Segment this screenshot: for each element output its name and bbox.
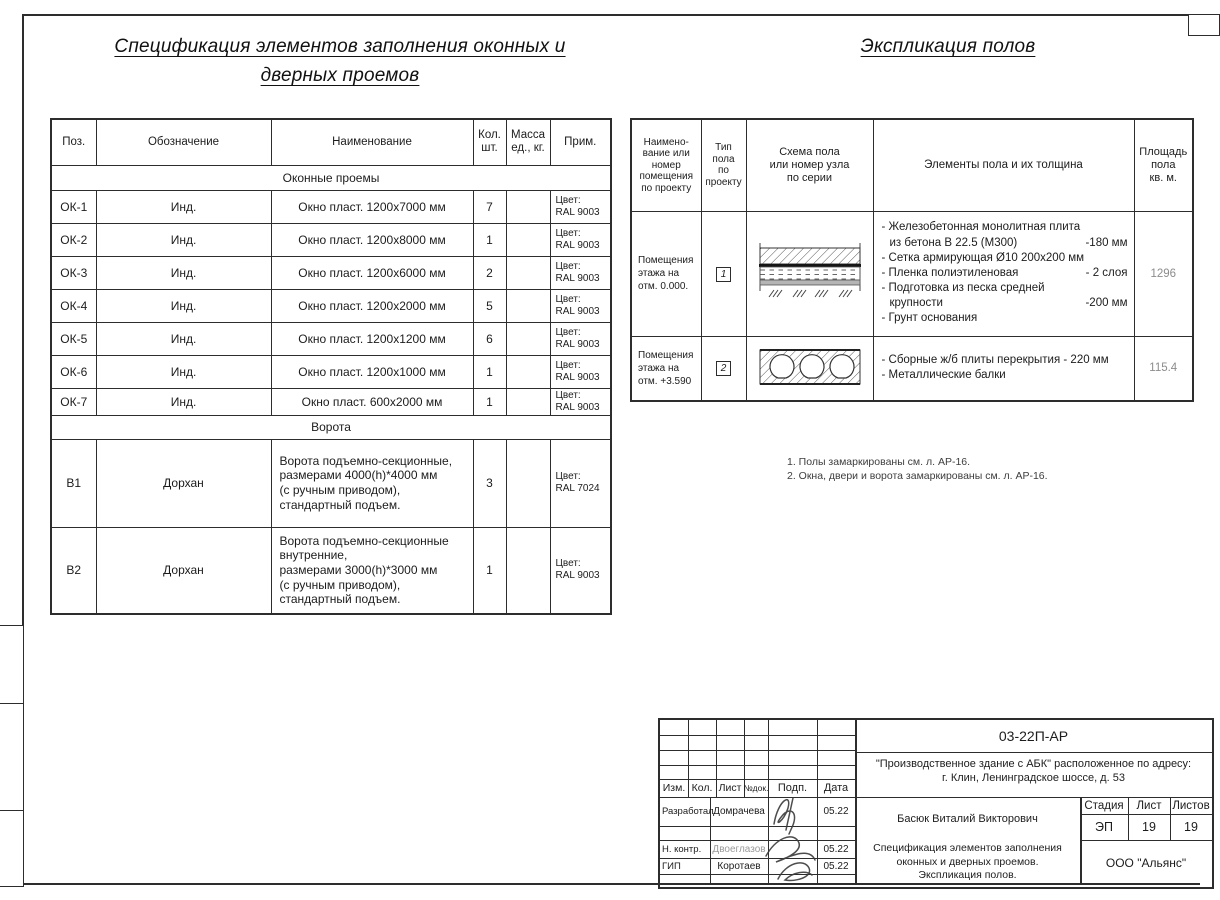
cell-pos: ОК-1 [51,190,96,223]
cell-pos: ОК-5 [51,322,96,355]
stage-value: ЭП [1095,820,1113,834]
document-number: 03-22П-АР [998,728,1069,744]
project-address-line1: "Производственное здание с АБК" расположенное по адресу: [875,758,1192,770]
sheets-total-label: Листов [1172,799,1210,812]
divider [855,752,1212,753]
cell-note: Цвет: RAL 9003 [550,190,611,223]
note-line: 1. Полы замаркированы см. л. АР-16. [787,456,971,468]
cell-pos: В1 [51,439,96,527]
cell-qty: 3 [473,439,506,527]
col-header-elements: Элементы пола и их толщина [873,119,1134,211]
cell-sign: Инд. [96,355,271,388]
cell-pos: ОК-2 [51,223,96,256]
cell-mass [506,289,550,322]
cell-qty: 5 [473,289,506,322]
table-row [51,439,611,527]
spec-title-line2: дверных проемов [260,65,420,86]
col-header-data: Дата [823,782,849,794]
col-header-floor-type: Тип пола по проекту [701,119,746,211]
project-address-line2: г. Клин, Ленинградское шоссе, д. 53 [942,772,1125,784]
cell-name: Окно пласт. 1200х8000 мм [271,223,473,256]
date-developer: 05.22 [823,806,849,817]
cell-floor-type [701,336,746,401]
cell-name: Ворота подъемно-секционные, размерами 4000(h)*4000 мм (с ручным приводом), стандартный подъем. [271,439,473,527]
signature-gip [778,863,812,881]
cell-qty: 1 [473,527,506,614]
cell-note: Цвет: RAL 9003 [550,322,611,355]
date-gip: 05.22 [823,860,849,872]
col-header-sign: Обозначение [96,119,271,165]
spec-table [50,118,612,615]
floors-title-text: Экспликация полов [860,36,1036,57]
cell-floor-area: 115.4 [1134,336,1193,401]
cell-qty: 2 [473,256,506,289]
section-label-gates: Ворота [51,415,611,439]
cell-qty: 1 [473,388,506,415]
table-row [51,190,611,223]
name-norm-control: Двоеглазов [712,843,766,855]
frame-top-border [22,14,1200,16]
table-row [51,322,611,355]
floor-schema-monolith-diagram [751,241,869,303]
signature-developer [774,798,795,834]
cell-pos: ОК-6 [51,355,96,388]
table-row [51,527,611,614]
table-row [51,355,611,388]
table-row [51,388,611,415]
sheet-number: 19 [1142,820,1156,834]
cell-sign: Дорхан [96,527,271,614]
sheet-subject: Спецификация элементов заполнения оконных и дверных проемов. Экспликация полов. [873,842,1062,882]
signature-norm-control [766,837,815,862]
cell-floor-type [701,211,746,336]
floor-element-line: - Подготовка из песка средней [881,282,1045,295]
cell-floor-area: 1296 [1134,211,1193,336]
name-developer: Домрачева [713,806,765,817]
cell-qty: 1 [473,355,506,388]
role-norm-control: Н. контр. [662,843,702,855]
cell-name: Окно пласт. 1200х7000 мм [271,190,473,223]
section-row-windows [51,165,611,190]
cell-sign: Инд. [96,322,271,355]
cell-pos: ОК-3 [51,256,96,289]
date-norm-control: 05.22 [823,843,849,855]
col-header-list: Лист [718,782,742,794]
divider [660,735,855,736]
cell-room: Помещения этажа на отм. 0.000. [631,211,701,336]
table-row [631,336,1193,401]
cell-name: Окно пласт. 1200х1200 мм [271,322,473,355]
spec-title [55,32,625,90]
frame-corner-box [1188,14,1220,36]
col-header-podp: Подп. [777,782,808,794]
section-row-gates [51,415,611,439]
cell-mass [506,527,550,614]
signatures-overlay [760,780,830,885]
cell-note: Цвет: RAL 9003 [550,289,611,322]
cell-note: Цвет: RAL 9003 [550,355,611,388]
floor-element-line: - Сетка армирующая Ø10 200х200 мм [881,251,1085,264]
divider [660,750,855,751]
frame-margin-box-1 [0,625,24,705]
cell-sign: Инд. [96,388,271,415]
cell-note: Цвет: RAL 9003 [550,223,611,256]
cell-room: Помещения этажа на отм. +3.590 [631,336,701,401]
cell-floor-schema [746,211,873,336]
cell-name: Окно пласт. 1200х2000 мм [271,289,473,322]
cell-floor-schema [746,336,873,401]
cell-mass [506,439,550,527]
section-label-windows: Оконные проемы [51,165,611,190]
note-line: 2. Окна, двери и ворота замаркированы см. л. АР-16. [787,469,1048,482]
floors-header-row [631,119,1193,211]
cell-floor-elements [873,211,1134,336]
cell-sign: Инд. [96,223,271,256]
col-header-note: Прим. [550,119,611,165]
sheet-label: Лист [1136,799,1162,812]
col-header-schema: Схема пола или номер узла по серии [746,119,873,211]
col-header-ndoc: №док. [743,783,769,793]
title-block [658,718,1214,889]
cell-pos: ОК-4 [51,289,96,322]
table-row [51,289,611,322]
floor-element-line: из бетона В 22.5 (М300) -180 мм [889,236,1128,249]
floor-element-line: - Пленка полиэтиленовая - 2 слоя [881,266,1128,279]
cell-mass [506,322,550,355]
cell-note: Цвет: RAL 9003 [550,527,611,614]
floor-type-box: 1 [716,267,732,282]
stage-label: Стадия [1084,799,1124,812]
role-gip: ГИП [662,860,681,872]
frame-margin-box-3 [0,810,24,887]
col-header-izm: Изм. [662,782,686,794]
name-gip: Коротаев [717,860,761,872]
table-row [51,256,611,289]
col-header-area: Площадь пола кв. м. [1134,119,1193,211]
cell-sign: Инд. [96,256,271,289]
cell-name: Ворота подъемно-секционные внутренние, размерами 3000(h)*3000 мм (с ручным приводом), стандартный подъем. [271,527,473,614]
floor-element-line: - Грунт основания [881,312,978,325]
sheet-notes [787,456,1048,483]
col-header-mass: Масса ед., кг. [506,119,550,165]
table-row [631,211,1193,336]
cell-qty: 6 [473,322,506,355]
floors-table [630,118,1194,402]
sheets-total: 19 [1184,820,1198,834]
chief-engineer-name: Басюк Виталий Викторович [897,812,1038,825]
floor-element-line: крупности -200 мм [889,297,1128,310]
cell-name: Окно пласт. 1200х1000 мм [271,355,473,388]
floor-element-line: - Железобетонная монолитная плита [881,221,1081,234]
floor-element-line: - Сборные ж/б плиты перекрытия - 220 мм [881,354,1109,367]
cell-qty: 1 [473,223,506,256]
spec-title-line1: Спецификация элементов заполнения оконных и [114,36,566,57]
cell-name: Окно пласт. 1200х6000 мм [271,256,473,289]
cell-sign: Дорхан [96,439,271,527]
cell-pos: В2 [51,527,96,614]
cell-qty: 7 [473,190,506,223]
cell-sign: Инд. [96,289,271,322]
floors-title [828,36,1068,58]
col-header-room: Наимено- вание или номер помещения по проекту [631,119,701,211]
cell-name: Окно пласт. 600х2000 мм [271,388,473,415]
cell-mass [506,223,550,256]
cell-mass [506,388,550,415]
floor-type-box: 2 [716,361,732,376]
company-name: ООО "Альянс" [1105,855,1187,870]
cell-mass [506,355,550,388]
floor-element-line: - Металлические балки [881,369,1006,382]
cell-note: Цвет: RAL 7024 [550,439,611,527]
spec-header-row [51,119,611,165]
col-header-qty: Кол. шт. [473,119,506,165]
cell-note: Цвет: RAL 9003 [550,256,611,289]
floor-schema-hollow-slab-diagram [751,344,869,390]
cell-mass [506,256,550,289]
cell-note: Цвет: RAL 9003 [550,388,611,415]
cell-pos: ОК-7 [51,388,96,415]
frame-margin-box-2 [0,703,24,812]
col-header-pos: Поз. [51,119,96,165]
role-developer: Разработал [662,806,714,817]
col-header-name: Наименование [271,119,473,165]
cell-floor-elements [873,336,1134,401]
cell-sign: Инд. [96,190,271,223]
divider [660,765,855,766]
cell-mass [506,190,550,223]
col-header-kol: Кол. [691,782,713,794]
table-row [51,223,611,256]
